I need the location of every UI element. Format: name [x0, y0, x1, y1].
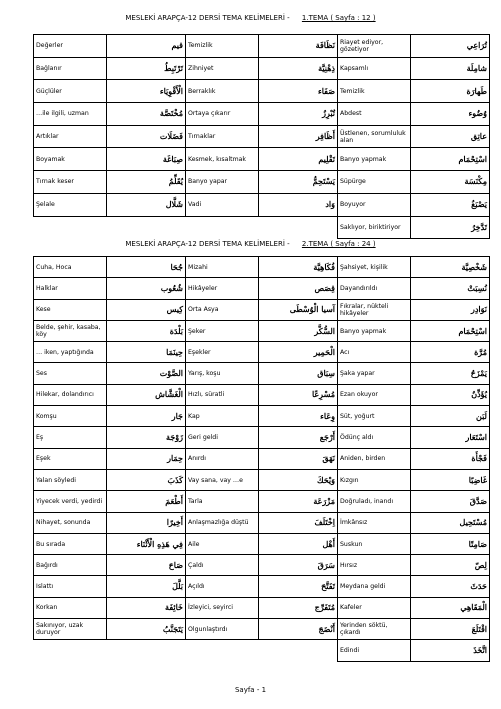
arabic-word: نُسِبَتْ [411, 278, 490, 299]
turkish-meaning: Saklıyor, biriktiriyor [338, 216, 411, 239]
vocab-row [34, 216, 490, 239]
turkish-meaning: Ezan okuyor [338, 384, 411, 405]
turkish-meaning: Aniden, birden [338, 448, 411, 469]
vocab-row [34, 35, 490, 58]
turkish-meaning: Dayandırıldı [338, 278, 411, 299]
arabic-word: جُحَا [107, 257, 186, 278]
arabic-word: صِبَاغَة [107, 148, 186, 171]
turkish-meaning: Artıklar [34, 125, 107, 148]
arabic-word: قِصَص [259, 278, 338, 299]
arabic-word: وَيْحَكَ [259, 469, 338, 490]
arabic-word: شامِلَة [411, 57, 490, 80]
turkish-meaning: Acı [338, 342, 411, 363]
arabic-word: جَار [107, 406, 186, 427]
vocab-row [34, 555, 490, 576]
arabic-word: لِصّ [411, 555, 490, 576]
turkish-meaning [186, 640, 259, 661]
turkish-meaning: Vadi [186, 193, 259, 216]
arabic-word: يَسْتَحِمُّ [259, 171, 338, 194]
turkish-meaning: …ile ilgili, uzman [34, 103, 107, 126]
turkish-meaning [34, 640, 107, 661]
turkish-meaning: Riayet ediyor, gözetiyor [338, 35, 411, 58]
arabic-word: صَدَّقَ [411, 491, 490, 512]
arabic-word: غَاضِبًا [411, 469, 490, 490]
turkish-meaning: Süpürge [338, 171, 411, 194]
vocab-row [34, 148, 490, 171]
turkish-meaning: Doğruladı, inandı [338, 491, 411, 512]
vocab-row [34, 299, 490, 320]
arabic-word: شُعُوب [107, 278, 186, 299]
vocab-row [34, 469, 490, 490]
turkish-meaning: Değerler [34, 35, 107, 58]
vocab-row [34, 80, 490, 103]
arabic-word: الْغَشَّاش [107, 384, 186, 405]
turkish-meaning: Komşu [34, 406, 107, 427]
tema2-title: MESLEKİ ARAPÇA-12 DERSİ TEMA KELİMELERİ - [125, 240, 290, 248]
turkish-meaning: Kese [34, 299, 107, 320]
turkish-meaning [34, 216, 107, 239]
arabic-word: مُسْرِعًا [259, 384, 338, 405]
arabic-word: وَاد [259, 193, 338, 216]
arabic-word: كَذَبَ [107, 469, 186, 490]
vocab-row [34, 619, 490, 640]
turkish-meaning: Hırsız [338, 555, 411, 576]
turkish-meaning: Ses [34, 363, 107, 384]
turkish-meaning: Geri geldi [186, 427, 259, 448]
turkish-meaning: Eşek [34, 448, 107, 469]
turkish-meaning: Yerinden söktü, çıkardı [338, 619, 411, 640]
vocab-row [34, 342, 490, 363]
turkish-meaning: Vay sana, vay …e [186, 469, 259, 490]
vocab-row [34, 597, 490, 618]
arabic-word: صَامِتًا [411, 533, 490, 554]
arabic-word: آسيا الْوُسْطَى [259, 299, 338, 320]
vocab-row [34, 193, 490, 216]
arabic-word: خَائِفَة [107, 597, 186, 618]
arabic-word: الصَّوْت [107, 363, 186, 384]
turkish-meaning: Berraklık [186, 80, 259, 103]
arabic-word: ذِهْنِيَّة [259, 57, 338, 80]
vocab-row [34, 576, 490, 597]
turkish-meaning: … iken, yaptığında [34, 342, 107, 363]
arabic-word: طَهارَة [411, 80, 490, 103]
arabic-word: نَظَافَة [259, 35, 338, 58]
arabic-word: قيم [107, 35, 186, 58]
tema2-heading [0, 240, 501, 248]
turkish-meaning: Eş [34, 427, 107, 448]
turkish-meaning: Çaldı [186, 555, 259, 576]
turkish-meaning: Kap [186, 406, 259, 427]
arabic-word: فَضَلَات [107, 125, 186, 148]
turkish-meaning: Kızgın [338, 469, 411, 490]
turkish-meaning: Süt, yoğurt [338, 406, 411, 427]
vocab-row [34, 363, 490, 384]
arabic-word: تَقْلِيم [259, 148, 338, 171]
turkish-meaning: Şelale [34, 193, 107, 216]
turkish-meaning: Şahsiyet, kişilik [338, 257, 411, 278]
vocab-row [34, 427, 490, 448]
arabic-word: اسْتَعَار [411, 427, 490, 448]
arabic-word: وُضُوء [411, 103, 490, 126]
arabic-word: مِكْنَسَة [411, 171, 490, 194]
arabic-word: مُرَّة [411, 342, 490, 363]
vocab-row [34, 491, 490, 512]
turkish-meaning: Tırnaklar [186, 125, 259, 148]
vocab-row [34, 257, 490, 278]
tema1-vocabulary-table [33, 34, 490, 239]
turkish-meaning: Şaka yapar [338, 363, 411, 384]
arabic-word [259, 216, 338, 239]
arabic-word: نَوَادِر [411, 299, 490, 320]
arabic-word: اتَّخَذَ [411, 640, 490, 661]
page-footer: Sayfa - 1 [234, 686, 267, 694]
arabic-word: اسْتِحْمَام [411, 320, 490, 341]
arabic-word: أَخِيرًا [107, 512, 186, 533]
turkish-meaning: Halklar [34, 278, 107, 299]
turkish-meaning: Kapsamlı [338, 57, 411, 80]
vocab-row [34, 512, 490, 533]
arabic-word: حَدَثَ [411, 576, 490, 597]
vocab-row [34, 406, 490, 427]
turkish-meaning: Abdest [338, 103, 411, 126]
turkish-meaning: Bağlanır [34, 57, 107, 80]
arabic-word: حِمَار [107, 448, 186, 469]
turkish-meaning: Yiyecek verdi, yedirdi [34, 491, 107, 512]
arabic-word: سَرَقَ [259, 555, 338, 576]
arabic-word: سِبَاق [259, 363, 338, 384]
arabic-word [107, 640, 186, 661]
turkish-meaning: Hızlı, süratli [186, 384, 259, 405]
turkish-meaning: Bu sırada [34, 533, 107, 554]
vocab-row [34, 103, 490, 126]
turkish-meaning: Banyo yapmak [338, 148, 411, 171]
arabic-word: زَوْجَة [107, 427, 186, 448]
turkish-meaning: Eşekler [186, 342, 259, 363]
arabic-word: أَرْجَع [259, 427, 338, 448]
turkish-meaning: Olgunlaştırdı [186, 619, 259, 640]
turkish-meaning: Boyamak [34, 148, 107, 171]
turkish-meaning: Kesmek, kısaltmak [186, 148, 259, 171]
vocab-row [34, 278, 490, 299]
arabic-word: مُخْتَصَّة [107, 103, 186, 126]
arabic-word: صَفَاء [259, 80, 338, 103]
turkish-meaning: Hikâyeler [186, 278, 259, 299]
turkish-meaning [186, 216, 259, 239]
turkish-meaning: Yarış, koşu [186, 363, 259, 384]
arabic-word: أَظَافِر [259, 125, 338, 148]
turkish-meaning: İmkânsız [338, 512, 411, 533]
arabic-word: تُبْرِزُ [259, 103, 338, 126]
arabic-word: أَهْل [259, 533, 338, 554]
arabic-word: الْحَمِير [259, 342, 338, 363]
arabic-word: بَلَّلَ [107, 576, 186, 597]
turkish-meaning: Orta Asya [186, 299, 259, 320]
turkish-meaning: Bağırdı [34, 555, 107, 576]
turkish-meaning: Korkan [34, 597, 107, 618]
turkish-meaning: Banyo yapar [186, 171, 259, 194]
turkish-meaning: Yalan söyledi [34, 469, 107, 490]
vocab-row [34, 448, 490, 469]
turkish-meaning: Mizahi [186, 257, 259, 278]
turkish-meaning: Tarla [186, 491, 259, 512]
tema1-heading [0, 14, 501, 22]
turkish-meaning: Islattı [34, 576, 107, 597]
arabic-word: مُتَفَرِّج [259, 597, 338, 618]
turkish-meaning: Meydana geldi [338, 576, 411, 597]
turkish-meaning: Güçlüler [34, 80, 107, 103]
arabic-word: السُّكَّر [259, 320, 338, 341]
arabic-word: وِعَاء [259, 406, 338, 427]
arabic-word: الْأَقْوِيَاء [107, 80, 186, 103]
turkish-meaning: Açıldı [186, 576, 259, 597]
arabic-word: يَمْزَحُ [411, 363, 490, 384]
arabic-word: تَفَتَّحَ [259, 576, 338, 597]
arabic-word: تُرَاعِي [411, 35, 490, 58]
turkish-meaning: Şeker [186, 320, 259, 341]
turkish-meaning: Temizlik [186, 35, 259, 58]
arabic-word: لَبَن [411, 406, 490, 427]
arabic-word: مَزْرَعَة [259, 491, 338, 512]
arabic-word: اقْتَلَعَ [411, 619, 490, 640]
turkish-meaning: Fıkralar, nükteli hikâyeler [338, 299, 411, 320]
tema2-vocabulary-table [33, 256, 490, 662]
vocab-row [34, 640, 490, 661]
arabic-word: صَاحَ [107, 555, 186, 576]
arabic-word [107, 216, 186, 239]
arabic-word: شَخْصِيَّة [411, 257, 490, 278]
vocab-row [34, 320, 490, 341]
turkish-meaning: Anlaşmazlığa düştü [186, 512, 259, 533]
arabic-word: بَلْدَة [107, 320, 186, 341]
arabic-word: عاتِق [411, 125, 490, 148]
arabic-word: أَطْعَمَ [107, 491, 186, 512]
arabic-word [259, 640, 338, 661]
turkish-meaning: Suskun [338, 533, 411, 554]
turkish-meaning: Cuha, Hoca [34, 257, 107, 278]
arabic-word: يُقَلِّمُ [107, 171, 186, 194]
arabic-word: فَجْأَة [411, 448, 490, 469]
turkish-meaning: Zihniyet [186, 57, 259, 80]
arabic-word: اسْتِحْمَام [411, 148, 490, 171]
turkish-meaning: Edindi [338, 640, 411, 661]
arabic-word: يَصْبَغُ [411, 193, 490, 216]
arabic-word: الْمَقَاهِي [411, 597, 490, 618]
turkish-meaning: Anırdı [186, 448, 259, 469]
arabic-word: أَنْضَجَ [259, 619, 338, 640]
turkish-meaning: İzleyici, seyirci [186, 597, 259, 618]
turkish-meaning: Belde, şehir, kasaba, köy [34, 320, 107, 341]
arabic-word: يَتَجَنَّبُ [107, 619, 186, 640]
vocab-row [34, 57, 490, 80]
turkish-meaning: Üstlenen, sorumluluk alan [338, 125, 411, 148]
turkish-meaning: Ödünç aldı [338, 427, 411, 448]
turkish-meaning: Ortaya çıkarır [186, 103, 259, 126]
arabic-word: حِينَمَا [107, 342, 186, 363]
arabic-word: نَهَقَ [259, 448, 338, 469]
arabic-word: تَدَّخِرُ [411, 216, 490, 239]
turkish-meaning: Boyuyor [338, 193, 411, 216]
turkish-meaning: Aile [186, 533, 259, 554]
turkish-meaning: Temizlik [338, 80, 411, 103]
arabic-word: مُسْتَحِيل [411, 512, 490, 533]
arabic-word: فِي هَذِهِ الْأَثْنَاء [107, 533, 186, 554]
arabic-word: اِخْتَلَفَ [259, 512, 338, 533]
turkish-meaning: Kafeler [338, 597, 411, 618]
arabic-word: كِيس [107, 299, 186, 320]
tema1-label: 1.TEMA ( Sayfa : 12 ) [301, 14, 376, 22]
turkish-meaning: Banyo yapmak [338, 320, 411, 341]
arabic-word: يُؤَذِّنُ [411, 384, 490, 405]
arabic-word: تَرْتَبِطُ [107, 57, 186, 80]
turkish-meaning: Hilekar, dolandırıcı [34, 384, 107, 405]
turkish-meaning: Sakınıyor, uzak duruyor [34, 619, 107, 640]
vocab-row [34, 125, 490, 148]
vocab-row [34, 533, 490, 554]
arabic-word: شَلَّال [107, 193, 186, 216]
turkish-meaning: Tırnak keser [34, 171, 107, 194]
arabic-word: فُكَاهِيَّة [259, 257, 338, 278]
vocab-row [34, 384, 490, 405]
tema2-label: 2.TEMA ( Sayfa : 24 ) [301, 240, 376, 248]
tema1-title: MESLEKİ ARAPÇA-12 DERSİ TEMA KELİMELERİ - [125, 14, 290, 22]
vocab-row [34, 171, 490, 194]
turkish-meaning: Nihayet, sonunda [34, 512, 107, 533]
